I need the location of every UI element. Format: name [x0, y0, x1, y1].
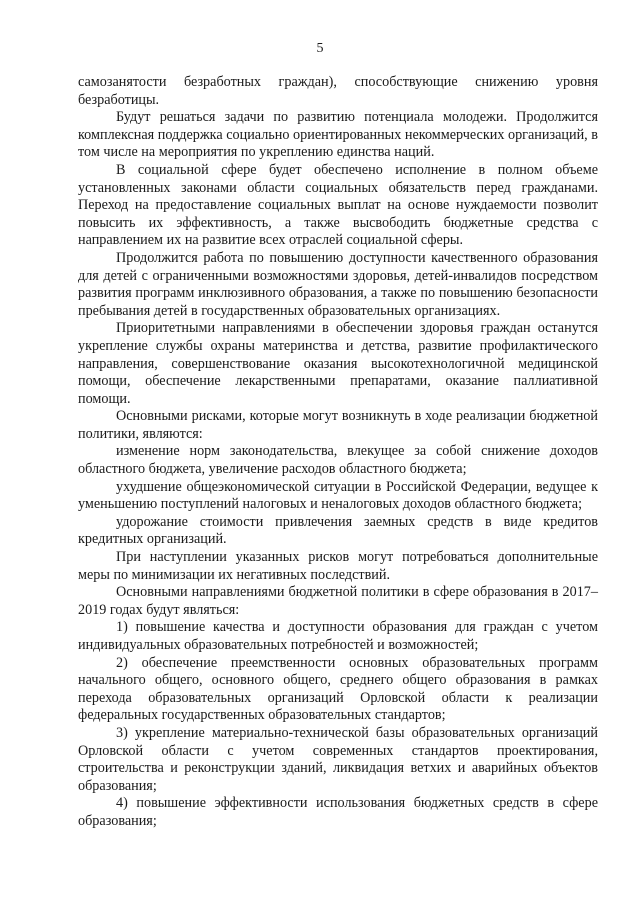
paragraph-unemployment-continuation: самозанятости безработных граждан), способствующие снижению уровня безработицы. [78, 74, 598, 108]
list-item-risk-economy: ухудшение общеэкономической ситуации в Российской Федерации, ведущее к уменьшению поступлений налоговых и неналоговых доходов областного бюджета; [78, 478, 598, 513]
list-item-risk-borrowing: удорожание стоимости привлечения заемных средств в виде кредитов кредитных организаций. [78, 513, 598, 548]
paragraph-main-risks: Основными рисками, которые могут возникнуть в ходе реализации бюджетной политики, являются: [78, 408, 598, 442]
paragraph-health-priorities: Приоритетными направлениями в обеспечении здоровья граждан останутся укрепление службы охраны материнства и детства, развитие профилактического направления, совершенствование оказания высокотехнологичной медицинской помощи, обеспечение лекарственными препаратами, оказание паллиативной помощи. [78, 320, 598, 407]
list-item-education-4: 4) повышение эффективности использования бюджетных средств в сфере образования; [78, 795, 598, 829]
body-text [78, 74, 598, 831]
page-number: 5 [316, 41, 324, 56]
paragraph-social-sphere: В социальной сфере будет обеспечено исполнение в полном объеме установленных законами области социальных обязательств перед гражданами. Переход на предоставление социальных выплат на основе нуждаемости позволит повысить их эффективность, а также высвободить бюджетные средства с направлением их на развитие всех отраслей социальной сферы. [78, 161, 598, 249]
paragraph-inclusive-education: Продолжится работа по повышению доступности качественного образования для детей с ограниченными возможностями здоровья, детей-инвалидов посредством развития программ инклюзивного образования, а также по повышению безопасности пребывания детей в государственных образовательных организациях. [78, 249, 598, 319]
list-item-education-3: 3) укрепление материально-технической базы образовательных организаций Орловской области с учетом современных стандартов проектирования, строительства и реконструкции зданий, ликвидация ветхих и аварийных объектов образования; [78, 724, 598, 794]
list-item-education-1: 1) повышение качества и доступности образования для граждан с учетом индивидуальных образовательных потребностей и возможностей; [78, 619, 598, 653]
list-item-risk-legislation: изменение норм законодательства, влекущее за собой снижение доходов областного бюджета, увеличение расходов областного бюджета; [78, 443, 598, 478]
paragraph-youth-potential: Будут решаться задачи по развитию потенциала молодежи. Продолжится комплексная поддержка социально ориентированных некоммерческих организаций, в том числе на мероприятия по укреплению единства наций. [78, 109, 598, 161]
paragraph-education-directions: Основными направлениями бюджетной политики в сфере образования в 2017–2019 годах будут являться: [78, 584, 598, 618]
paragraph-risk-measures: При наступлении указанных рисков могут потребоваться дополнительные меры по минимизации их негативных последствий. [78, 549, 598, 583]
list-item-education-2: 2) обеспечение преемственности основных образовательных программ начального общего, основного общего, среднего общего образования в рамках перехода образовательных организаций Орловской области к реализации федеральных государственных образовательных стандартов; [78, 654, 598, 724]
